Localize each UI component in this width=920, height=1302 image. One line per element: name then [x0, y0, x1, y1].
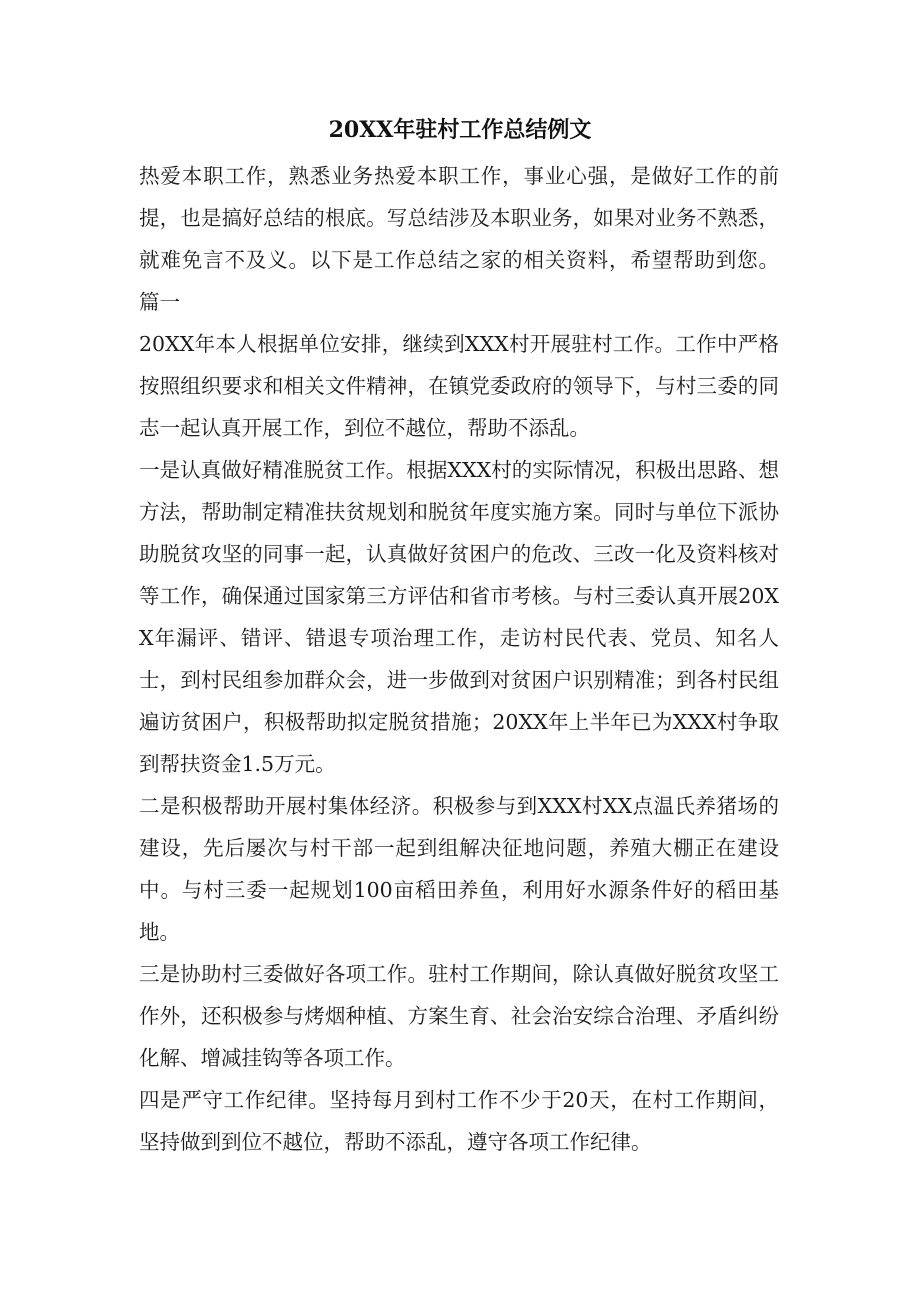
document-body: [139, 155, 779, 1163]
paragraph-item-three: 三是协助村三委做好各项工作。驻村工作期间，除认真做好脱贫攻坚工作外，还积极参与烤烟种植、方案生育、社会治安综合治理、矛盾纠纷化解、增减挂钩等各项工作。: [139, 962, 779, 1070]
document-title: 20XX年驻村工作总结例文: [328, 117, 592, 143]
paragraph-item-four: 四是严守工作纪律。坚持每月到村工作不少于20天，在村工作期间，坚持做到到位不越位，帮助不添乱，遵守各项工作纪律。: [139, 1088, 779, 1154]
paragraph-item-one: 一是认真做好精准脱贫工作。根据XXX村的实际情况，积极出思路、想方法，帮助制定精准扶贫规划和脱贫年度实施方案。同时与单位下派协助脱贫攻坚的同事一起，认真做好贫困户的危改、三改一化及资料核对等工作，确保通过国家第三方评估和省市考核。与村三委认真开展20XX年漏评、错评、错退专项治理工作，走访村民代表、党员、知名人士，到村民组参加群众会，进一步做到对贫困户识别精准；到各村民组遍访贫困户，积极帮助拟定脱贫措施；20XX年上半年已为XXX村争取到帮扶资金1.5万元。: [139, 458, 779, 776]
paragraph-intro: 热爱本职工作，熟悉业务热爱本职工作，事业心强，是做好工作的前提，也是搞好总结的根底。写总结涉及本职业务，如果对业务不熟悉，就难免言不及义。以下是工作总结之家的相关资料，希望帮助到您。 篇一: [139, 164, 779, 314]
paragraph-overview: 20XX年本人根据单位安排，继续到XXX村开展驻村工作。工作中严格按照组织要求和相关文件精神，在镇党委政府的领导下，与村三委的同志一起认真开展工作，到位不越位，帮助不添乱。: [139, 332, 779, 440]
paragraph-item-two: 二是积极帮助开展村集体经济。积极参与到XXX村XX点温氏养猪场的建设，先后屡次与村干部一起到组解决征地问题，养殖大棚正在建设中。与村三委一起规划100亩稻田养鱼，利用好水源条件好的稻田基地。: [139, 794, 779, 944]
